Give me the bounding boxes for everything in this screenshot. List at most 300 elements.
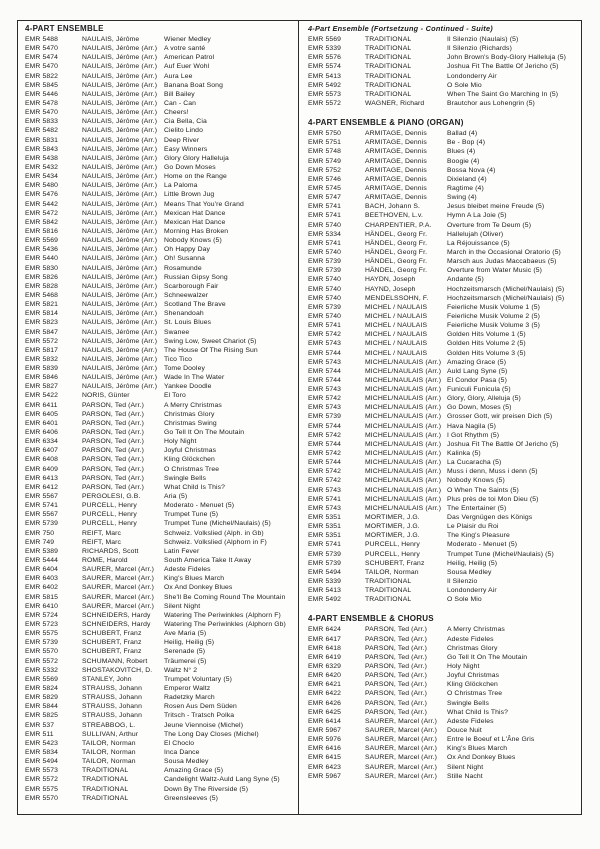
piece-title: El Toro <box>164 392 186 400</box>
piece-title: Schweiz. Volkslied (Alphorn in F) <box>164 538 267 546</box>
composer-name: TAILOR, Norman <box>82 748 136 756</box>
emr-number: EMR 5752 <box>308 166 342 174</box>
table-row <box>308 81 578 90</box>
emr-number: EMR 5572 <box>25 657 59 665</box>
piece-title: Hochzeitsmarsch (Michel/Naulais) (5) <box>447 294 565 302</box>
table-row <box>308 568 578 577</box>
composer-name: NAULAIS, Jérôme (Arr.) <box>82 218 158 226</box>
emr-number: EMR 5472 <box>25 209 59 217</box>
table-row <box>308 358 578 367</box>
emr-number: EMR 5576 <box>308 54 342 62</box>
piece-title: Home on the Range <box>164 173 227 181</box>
composer-name: STREABBOG, L. <box>82 721 136 729</box>
table-row <box>308 726 578 735</box>
piece-title: Hochzeitsmarsch (Michel/Naulais) (5) <box>447 285 565 293</box>
table-row <box>308 662 578 671</box>
emr-number: EMR 6406 <box>25 429 59 437</box>
emr-number: EMR 6421 <box>308 681 342 689</box>
composer-name: NAULAIS, Jérôme <box>82 36 140 43</box>
composer-name: SAURER, Marcel (Arr.) <box>365 726 438 734</box>
piece-title: Jesus bleibet meine Freude (5) <box>447 203 545 211</box>
composer-name: ARMITAGE, Dennis <box>365 148 427 156</box>
composer-name: TRADITIONAL <box>365 63 412 71</box>
composer-name: MICHEL / NAULAIS <box>365 331 428 339</box>
composer-name: WAGNER, Richard <box>365 99 425 107</box>
piece-title: Schweiz. Volkslied (Alph. in Gb) <box>164 529 264 537</box>
emr-number: EMR 6402 <box>25 584 59 592</box>
piece-title: Aura Lee <box>164 72 193 80</box>
piece-title: Moderato - Menuet (5) <box>447 541 518 549</box>
emr-number: EMR 5741 <box>308 203 342 211</box>
emr-number: EMR 5744 <box>308 349 342 357</box>
piece-title: Means That You're Grand <box>164 200 244 208</box>
emr-number: EMR 5742 <box>308 431 342 439</box>
composer-name: STANLEY, John <box>82 675 132 683</box>
emr-number: EMR 6410 <box>25 602 59 610</box>
composer-name: STRAUSS, Johann <box>82 703 142 711</box>
piece-title: Hava Nagila (5) <box>447 422 497 430</box>
table-row <box>308 53 578 62</box>
emr-number: EMR 5468 <box>25 291 59 299</box>
emr-number: EMR 5741 <box>308 239 342 247</box>
composer-name: PURCELL, Henry <box>82 520 137 528</box>
composer-name: PARSON, Ted (Arr.) <box>82 438 144 446</box>
table-row <box>308 635 578 644</box>
piece-title: Trumpet Voluntary (5) <box>164 675 232 683</box>
piece-title: Golden Hits Volume 2 (5) <box>447 340 526 348</box>
emr-number: EMR 5750 <box>308 130 342 138</box>
composer-name: MICHEL/NAULAIS (Arr.) <box>365 468 442 476</box>
emr-number: EMR 6422 <box>308 690 342 698</box>
table-row <box>308 449 578 458</box>
right-column <box>308 23 578 781</box>
table-row <box>308 285 578 294</box>
table-row <box>25 136 295 145</box>
composer-name: NAULAIS, Jérôme (Arr.) <box>82 346 158 354</box>
composer-name: BACH, Johann S. <box>365 203 421 211</box>
piece-title: Il Silenzio <box>447 578 478 586</box>
piece-title: Heilig, Heilig (5) <box>164 639 215 647</box>
composer-name: NAULAIS, Jérôme (Arr.) <box>82 154 158 162</box>
composer-name: PARSON, Ted (Arr.) <box>365 708 427 716</box>
composer-name: MICHEL / NAULAIS <box>365 349 428 357</box>
emr-number: EMR 5494 <box>308 568 342 576</box>
table-row <box>25 373 295 382</box>
composer-name: NAULAIS, Jérôme (Arr.) <box>82 237 158 245</box>
piece-title: South America Take It Away <box>164 557 252 565</box>
emr-number: EMR 537 <box>25 721 55 729</box>
emr-number: EMR 5740 <box>308 248 342 256</box>
table-row <box>308 138 578 147</box>
composer-name: NAULAIS, Jérôme (Arr.) <box>82 118 158 126</box>
piece-title: Go Tell It On The Moutain <box>164 429 245 437</box>
composer-name: STRAUSS, Johann <box>82 712 142 720</box>
composer-name: SAURER, Marcel (Arr.) <box>365 754 438 762</box>
composer-name: PARSON, Ted (Arr.) <box>82 419 144 427</box>
composer-name: RICHARDS, Scott <box>82 547 139 555</box>
piece-title: Mexican Hat Dance <box>164 218 226 226</box>
composer-name: MORTIMER, J.G. <box>365 514 420 522</box>
piece-title: The Entertainer (5) <box>447 504 507 512</box>
composer-name: MICHEL/NAULAIS (Arr.) <box>365 413 442 421</box>
piece-title: Oh! Susanna <box>164 255 205 263</box>
emr-number: EMR 5413 <box>308 72 342 80</box>
emr-number: EMR 5492 <box>308 596 342 604</box>
piece-title: Golden Hits Volume 1 (5) <box>447 331 526 339</box>
composer-name: HÄNDEL, Georg Fr. <box>365 239 428 247</box>
piece-title: Trumpet Tune (5) <box>164 511 219 519</box>
piece-title: St. Louis Blues <box>164 319 212 327</box>
table-row <box>25 163 295 172</box>
piece-title: Mexican Hat Dance <box>164 209 226 217</box>
emr-number: EMR 6424 <box>308 626 342 634</box>
composer-name: MICHEL/NAULAIS (Arr.) <box>365 358 442 366</box>
table-row <box>308 595 578 604</box>
piece-title: Ave Maria (5) <box>164 630 207 638</box>
table-row <box>308 385 578 394</box>
emr-number: EMR 5573 <box>25 767 59 775</box>
table-row <box>25 282 295 291</box>
piece-title: Grosser Gott, wir preisen Dich (5) <box>447 413 553 421</box>
emr-number: EMR 5332 <box>25 666 59 674</box>
piece-title: Rosamunde <box>164 264 202 272</box>
emr-number: EMR 6418 <box>308 644 342 652</box>
composer-name: TRADITIONAL <box>365 90 412 98</box>
composer-name: PARSON, Ted (Arr.) <box>82 456 144 464</box>
table-row <box>25 236 295 245</box>
table-row <box>308 671 578 680</box>
composer-name: NAULAIS, Jérôme (Arr.) <box>82 273 158 281</box>
composer-name: HÄNDEL, Georg Fr. <box>365 248 428 256</box>
piece-title: Watering The Periwinkles (Alphorn F) <box>164 611 281 619</box>
piece-title: Christmas Glory <box>164 410 215 418</box>
table-row <box>308 540 578 549</box>
table-row <box>308 72 578 81</box>
table-row <box>25 346 295 355</box>
piece-title: Stille Nacht <box>447 772 483 780</box>
emr-number: EMR 5814 <box>25 310 59 318</box>
emr-number: EMR 6408 <box>25 456 59 464</box>
emr-number: EMR 5575 <box>25 785 59 793</box>
emr-number: EMR 5436 <box>25 246 59 254</box>
composer-name: NAULAIS, Jérôme (Arr.) <box>82 99 158 107</box>
piece-title: Waltz N° 2 <box>164 666 198 674</box>
emr-number: EMR 5422 <box>25 392 59 400</box>
table-row <box>25 510 295 519</box>
table-row <box>25 273 295 282</box>
emr-number: EMR 5470 <box>25 63 59 71</box>
table-row <box>308 339 578 348</box>
composer-name: STRAUSS, Johann <box>82 694 142 702</box>
table-row <box>25 401 295 410</box>
piece-title: Jeune Viennoise (Michel) <box>164 721 244 729</box>
table-row <box>25 684 295 693</box>
table-row <box>25 492 295 501</box>
piece-title: Londonderry Air <box>447 72 497 80</box>
composer-name: TRADITIONAL <box>82 785 129 793</box>
composer-name: SAURER, Marcel (Arr.) <box>365 717 438 725</box>
table-row <box>25 391 295 400</box>
table-row <box>308 772 578 781</box>
composer-name: MICHEL/NAULAIS (Arr.) <box>365 459 442 467</box>
piece-title: Go Down Moses <box>164 163 216 171</box>
emr-number: EMR 5351 <box>308 514 342 522</box>
emr-number: EMR 5423 <box>25 739 59 747</box>
emr-number: EMR 5749 <box>308 157 342 165</box>
piece-title: Rosen Aus Dem Süden <box>164 703 237 711</box>
piece-title: Sousa Medley <box>447 568 492 576</box>
table-row <box>25 190 295 199</box>
table-row <box>308 330 578 339</box>
composer-name: NAULAIS, Jérôme (Arr.) <box>82 337 158 345</box>
composer-name: MICHEL/NAULAIS (Arr.) <box>365 395 442 403</box>
piece-title: Swingle Bells <box>447 699 489 707</box>
composer-name: TRADITIONAL <box>365 36 412 43</box>
piece-title: King's Blues March <box>164 575 225 583</box>
section-4-part-ensemble-continued <box>308 23 578 108</box>
catalog-page-frame <box>17 20 582 815</box>
emr-number: EMR 5744 <box>308 367 342 375</box>
emr-number: EMR 5742 <box>308 395 342 403</box>
table-row <box>308 653 578 662</box>
emr-number: EMR 5743 <box>308 340 342 348</box>
table-row <box>308 531 578 540</box>
composer-name: ARMITAGE, Dennis <box>365 184 427 192</box>
emr-number: EMR 5822 <box>25 72 59 80</box>
composer-name: MORTIMER, J.G. <box>365 523 420 531</box>
emr-number: EMR 6334 <box>25 438 59 446</box>
composer-name: PARSON, Ted (Arr.) <box>82 483 144 491</box>
piece-title: What Child Is This? <box>447 708 509 716</box>
piece-title: O Christmas Tree <box>164 465 220 473</box>
table-row <box>25 81 295 90</box>
table-row <box>308 211 578 220</box>
piece-title: Blues (4) <box>447 148 476 156</box>
emr-number: EMR 5572 <box>25 337 59 345</box>
table-row <box>308 349 578 358</box>
piece-title: Adeste Fideles <box>447 635 494 643</box>
composer-name: SCHNEIDERS, Hardy <box>82 611 151 619</box>
composer-name: PARSON, Ted (Arr.) <box>365 644 427 652</box>
composer-name: NAULAIS, Jérôme (Arr.) <box>82 191 158 199</box>
table-row <box>25 62 295 71</box>
piece-title: Auf Euer Wohl <box>164 63 210 71</box>
piece-title: Candelight Waltz-Auld Lang Syne (5) <box>164 776 280 784</box>
piece-title: Overture from Water Music (5) <box>447 267 542 275</box>
table-row <box>25 501 295 510</box>
piece-title: O Sole Mio <box>447 596 482 604</box>
piece-title: Joshua Fit The Battle Of Jericho (5) <box>447 63 559 71</box>
emr-number: EMR 6425 <box>308 708 342 716</box>
composer-name: MICHEL / NAULAIS <box>365 340 428 348</box>
piece-title: Deep River <box>164 136 200 144</box>
emr-number: EMR 5339 <box>308 578 342 586</box>
piece-title: O Christmas Tree <box>447 690 503 698</box>
composer-name: PARSON, Ted (Arr.) <box>365 653 427 661</box>
composer-name: NAULAIS, Jérôme (Arr.) <box>82 383 158 391</box>
emr-number: EMR 5480 <box>25 182 59 190</box>
piece-title: Marsch aus Judas Maccabaeus (5) <box>447 258 557 266</box>
composer-name: ARMITAGE, Dennis <box>365 175 427 183</box>
composer-name: SAURER, Marcel (Arr.) <box>82 584 155 592</box>
emr-number: EMR 5438 <box>25 154 59 162</box>
piece-title: Moderato - Menuet (5) <box>164 502 235 510</box>
emr-number: EMR 5573 <box>308 90 342 98</box>
piece-title: Silent Night <box>447 763 484 771</box>
emr-number: EMR 5494 <box>25 758 59 766</box>
table-row <box>308 577 578 586</box>
emr-number: EMR 5739 <box>308 303 342 311</box>
piece-title: Scarborough Fair <box>164 282 219 290</box>
table-row <box>25 446 295 455</box>
section-header: 4-PART ENSEMBLE <box>25 24 104 33</box>
piece-title: A Merry Christmas <box>447 626 505 634</box>
catalog-rows <box>25 35 295 803</box>
emr-number: EMR 5434 <box>25 173 59 181</box>
composer-name: ARMITAGE, Dennis <box>365 166 427 174</box>
table-row <box>25 410 295 419</box>
emr-number: EMR 5843 <box>25 145 59 153</box>
composer-name: NAULAIS, Jérôme (Arr.) <box>82 90 158 98</box>
composer-name: NAULAIS, Jérôme (Arr.) <box>82 264 158 272</box>
composer-name: NAULAIS, Jérôme (Arr.) <box>82 310 158 318</box>
piece-title: Christmas Glory <box>447 644 498 652</box>
composer-name: TAILOR, Norman <box>365 568 419 576</box>
piece-title: A votre santé <box>164 45 206 53</box>
table-row <box>308 147 578 156</box>
table-row <box>25 35 295 44</box>
composer-name: MICHEL/NAULAIS (Arr.) <box>365 404 442 412</box>
piece-title: What Child Is This? <box>164 483 226 491</box>
table-row <box>25 264 295 273</box>
table-row <box>25 99 295 108</box>
composer-name: SCHNEIDERS, Hardy <box>82 621 151 628</box>
piece-title: Il Silenzio (Richards) <box>447 45 512 53</box>
emr-number: EMR 5744 <box>308 376 342 384</box>
composer-name: NAULAIS, Jérôme (Arr.) <box>82 255 158 263</box>
emr-number: EMR 5740 <box>308 221 342 229</box>
piece-title: Holy Night <box>447 663 480 670</box>
composer-name: PARSON, Ted (Arr.) <box>365 663 427 670</box>
emr-number: EMR 5474 <box>25 54 59 62</box>
composer-name: NORIS, Günter <box>82 392 130 400</box>
column-divider <box>298 21 300 814</box>
table-row <box>308 644 578 653</box>
emr-number: EMR 5741 <box>308 212 342 220</box>
composer-name: REIFT, Marc <box>82 529 122 537</box>
composer-name: NAULAIS, Jérôme (Arr.) <box>82 291 158 299</box>
table-row <box>308 717 578 726</box>
emr-number: EMR 5739 <box>25 520 59 528</box>
composer-name: TRADITIONAL <box>365 81 412 89</box>
table-row <box>25 154 295 163</box>
emr-number: EMR 5834 <box>25 748 59 756</box>
table-row <box>308 248 578 257</box>
composer-name: TRADITIONAL <box>365 578 412 586</box>
table-row <box>25 583 295 592</box>
table-row <box>308 753 578 762</box>
emr-number: EMR 5440 <box>25 255 59 263</box>
emr-number: EMR 5751 <box>308 139 342 147</box>
piece-title: La Cucaracha (5) <box>447 459 502 467</box>
emr-number: EMR 6423 <box>308 763 342 771</box>
table-row <box>308 440 578 449</box>
emr-number: EMR 5724 <box>25 611 59 619</box>
emr-number: EMR 5816 <box>25 227 59 235</box>
emr-number: EMR 5815 <box>25 593 59 601</box>
piece-title: Golden Hits Volume 3 (5) <box>447 349 526 357</box>
emr-number: EMR 5743 <box>308 386 342 394</box>
piece-title: La Réjouissance (5) <box>447 239 510 247</box>
composer-name: MICHEL/NAULAIS (Arr.) <box>365 386 442 394</box>
table-row <box>308 699 578 708</box>
piece-title: Ox And Donkey Blues <box>447 754 516 762</box>
emr-number: EMR 5742 <box>308 477 342 485</box>
emr-number: EMR 5742 <box>308 450 342 458</box>
emr-number: EMR 5743 <box>308 486 342 494</box>
table-row <box>308 221 578 230</box>
emr-number: EMR 5569 <box>308 36 342 43</box>
composer-name: HÄNDEL, Georg Fr. <box>365 230 428 238</box>
piece-title: Swingle Bells <box>164 474 206 482</box>
composer-name: PARSON, Ted (Arr.) <box>82 474 144 482</box>
table-row <box>25 455 295 464</box>
composer-name: PARSON, Ted (Arr.) <box>365 626 427 634</box>
table-row <box>308 486 578 495</box>
emr-number: EMR 6419 <box>308 653 342 661</box>
table-row <box>25 794 295 803</box>
table-row <box>25 748 295 757</box>
emr-number: EMR 6420 <box>308 672 342 680</box>
composer-name: TAILOR, Norman <box>82 758 136 766</box>
table-row <box>25 145 295 154</box>
emr-number: EMR 749 <box>25 538 55 546</box>
emr-number: EMR 5723 <box>25 621 59 628</box>
emr-number: EMR 5741 <box>308 322 342 330</box>
emr-number: EMR 6416 <box>308 745 342 753</box>
piece-title: Dixieland (4) <box>447 175 487 183</box>
piece-title: Muss i denn, Muss i denn (5) <box>447 468 538 476</box>
table-row <box>308 175 578 184</box>
table-row <box>308 586 578 595</box>
table-row <box>25 657 295 666</box>
piece-title: Adeste Fideles <box>164 566 211 574</box>
table-row <box>308 129 578 138</box>
emr-number: EMR 5744 <box>308 459 342 467</box>
emr-number: EMR 6405 <box>25 410 59 418</box>
table-row <box>308 239 578 248</box>
emr-number: EMR 5432 <box>25 163 59 171</box>
composer-name: NAULAIS, Jérôme (Arr.) <box>82 81 158 89</box>
piece-title: Joyful Christmas <box>447 672 500 680</box>
table-row <box>25 593 295 602</box>
table-row <box>308 522 578 531</box>
table-row <box>308 559 578 568</box>
emr-number: EMR 5442 <box>25 200 59 208</box>
table-row <box>308 166 578 175</box>
composer-name: SAURER, Marcel (Arr.) <box>365 736 438 744</box>
composer-name: NAULAIS, Jérôme (Arr.) <box>82 109 158 117</box>
piece-title: Christmas Swing <box>164 419 217 427</box>
emr-number: EMR 5967 <box>308 726 342 734</box>
piece-title: Swanee <box>164 328 190 336</box>
emr-number: EMR 5492 <box>308 81 342 89</box>
emr-number: EMR 5826 <box>25 273 59 281</box>
piece-title: Trumpet Tune (Michel/Naulais) (5) <box>164 520 271 528</box>
table-row <box>308 412 578 421</box>
table-row <box>25 766 295 775</box>
table-row <box>25 711 295 720</box>
